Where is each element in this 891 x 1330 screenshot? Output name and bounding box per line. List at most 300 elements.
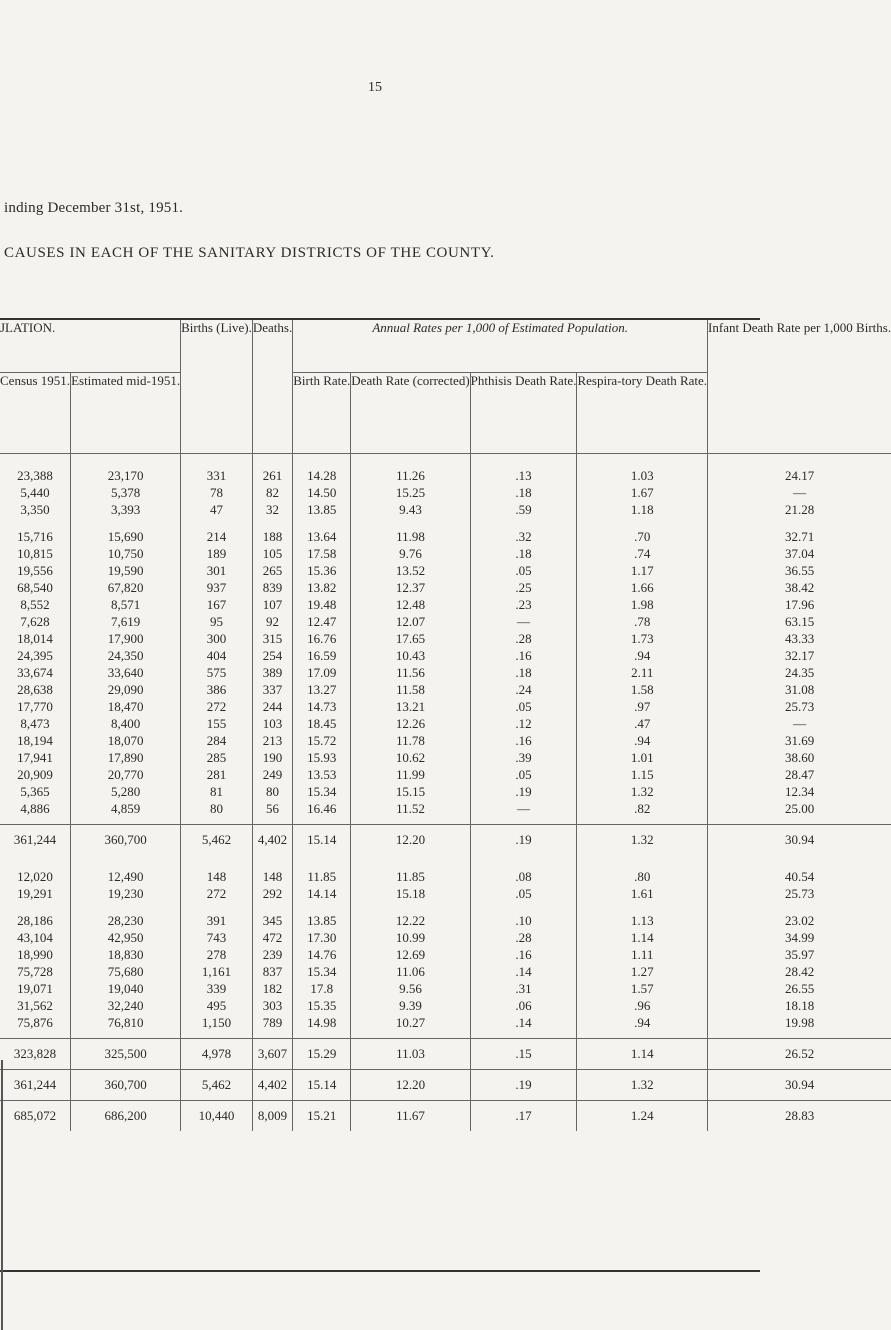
estimated-header: Estimated mid-1951. xyxy=(71,373,181,454)
table-cell: 75,876 xyxy=(17,1015,53,1030)
table-cell: 1.03 xyxy=(577,468,708,485)
table-cell: .24 xyxy=(470,682,577,699)
table-cell: 301 xyxy=(181,563,253,580)
total-row xyxy=(0,825,891,856)
table-cell: .39 xyxy=(470,750,577,767)
table-cell: 9.39 xyxy=(351,998,470,1015)
total-cell: 30.94 xyxy=(708,825,891,856)
table-row xyxy=(0,750,891,767)
table-row xyxy=(0,682,891,699)
table-cell: 18.45 xyxy=(293,716,351,733)
total-cell: 360,700 xyxy=(71,825,181,856)
spacer-cell xyxy=(252,855,292,869)
table-cell: .14 xyxy=(470,964,577,981)
table-cell: 5,440 xyxy=(20,485,50,500)
table-cell: 4,859 xyxy=(71,801,181,818)
table-cell: 182 xyxy=(252,981,292,998)
total-cell: 5,462 xyxy=(181,1070,253,1101)
table-cell: .28 xyxy=(470,631,577,648)
table-cell: 63.15 xyxy=(708,614,891,631)
table-cell: 249 xyxy=(252,767,292,784)
table-cell: 495 xyxy=(181,998,253,1015)
table-cell: 11.99 xyxy=(351,767,470,784)
table-cell: 105 xyxy=(252,546,292,563)
table-cell: 9.76 xyxy=(351,546,470,563)
table-cell: 575 xyxy=(181,665,253,682)
table-cell: 16.76 xyxy=(293,631,351,648)
table-cell: .08 xyxy=(470,869,577,886)
table-cell: 17.30 xyxy=(293,930,351,947)
table-cell: 17.96 xyxy=(708,597,891,614)
table-cell: 148 xyxy=(181,869,253,886)
table-cell: .18 xyxy=(470,485,577,502)
table-cell: 244 xyxy=(252,699,292,716)
spacer-cell xyxy=(351,855,470,869)
table-cell: 38.60 xyxy=(708,750,891,767)
table-row xyxy=(0,801,891,818)
table-cell: 19,556 xyxy=(17,563,53,578)
table-cell: 337 xyxy=(252,682,292,699)
table-cell: 4,886 xyxy=(20,801,50,816)
table-cell: 18,194 xyxy=(17,733,53,748)
table-cell: 10,815 xyxy=(17,546,53,561)
table-row xyxy=(0,614,891,631)
table-cell: 345 xyxy=(252,903,292,930)
table-cell: .94 xyxy=(577,648,708,665)
table-cell: 26.55 xyxy=(708,981,891,998)
table-cell: .94 xyxy=(577,1015,708,1032)
table-cell: 17,900 xyxy=(71,631,181,648)
table-row xyxy=(0,716,891,733)
table-cell: 18,990 xyxy=(17,947,53,962)
table-cell: 292 xyxy=(252,886,292,903)
table-row xyxy=(0,767,891,784)
table-cell: .94 xyxy=(577,733,708,750)
table-cell: 11.26 xyxy=(351,468,470,485)
table-cell: 19.98 xyxy=(708,1015,891,1032)
total-cell: 5,462 xyxy=(181,825,253,856)
table-cell: 68,540 xyxy=(17,580,53,595)
table-cell: 15.34 xyxy=(293,784,351,801)
table-cell: 17.58 xyxy=(293,546,351,563)
table-cell: .06 xyxy=(470,998,577,1015)
table-cell: 1.14 xyxy=(577,930,708,947)
table-cell: .14 xyxy=(470,1015,577,1032)
table-cell: .28 xyxy=(470,930,577,947)
table-cell: .05 xyxy=(470,886,577,903)
table-cell: 11.85 xyxy=(351,869,470,886)
table-cell: 10.27 xyxy=(351,1015,470,1032)
total-cell: 8,009 xyxy=(252,1101,292,1132)
table-cell: 17.09 xyxy=(293,665,351,682)
table-cell: 789 xyxy=(252,1015,292,1032)
total-cell: 12.20 xyxy=(351,1070,470,1101)
total-cell: 15.14 xyxy=(293,825,351,856)
table-cell: 743 xyxy=(181,930,253,947)
table-cell: 254 xyxy=(252,648,292,665)
table-cell: 14.98 xyxy=(293,1015,351,1032)
page-edge xyxy=(1,1060,3,1330)
table-row xyxy=(0,519,891,546)
table-row xyxy=(0,485,891,502)
page-number: 15 xyxy=(368,80,382,95)
table-cell: 214 xyxy=(181,519,253,546)
table-cell: 16.46 xyxy=(293,801,351,818)
table-cell: 24.35 xyxy=(708,665,891,682)
table-cell: 2.11 xyxy=(577,665,708,682)
table-cell: 38.42 xyxy=(708,580,891,597)
table-cell: .05 xyxy=(470,563,577,580)
table-cell: .16 xyxy=(470,648,577,665)
spacer-cell xyxy=(71,454,181,469)
table-cell: 103 xyxy=(252,716,292,733)
table-cell: .16 xyxy=(470,947,577,964)
table-cell: 239 xyxy=(252,947,292,964)
total-cell: 1.32 xyxy=(577,1070,708,1101)
table-cell: 1,161 xyxy=(181,964,253,981)
table-cell: 28,638 xyxy=(17,682,53,697)
table-cell: 1.61 xyxy=(577,886,708,903)
table-cell: 24,395 xyxy=(17,648,53,663)
total-cell: 15.29 xyxy=(293,1039,351,1070)
total-cell: 12.20 xyxy=(351,825,470,856)
spacer-cell xyxy=(0,454,71,469)
table-cell: 8,571 xyxy=(71,597,181,614)
table-cell: 11.58 xyxy=(351,682,470,699)
table-cell: 18,014 xyxy=(17,631,53,646)
table-cell: 23,388 xyxy=(17,468,53,483)
table-cell: 12,490 xyxy=(71,869,181,886)
table-cell: 839 xyxy=(252,580,292,597)
table-cell: 80 xyxy=(181,801,253,818)
total-row xyxy=(0,1039,891,1070)
bottom-rule xyxy=(0,1270,760,1272)
table-row xyxy=(0,580,891,597)
table-cell: 19,040 xyxy=(71,981,181,998)
table-cell: 11.85 xyxy=(293,869,351,886)
table-cell: 25.73 xyxy=(708,886,891,903)
rates-group-header: Annual Rates per 1,000 of Estimated Population. xyxy=(293,320,708,373)
table-row xyxy=(0,869,891,886)
table-cell: 9.56 xyxy=(351,981,470,998)
spacer-cell xyxy=(71,855,181,869)
table-cell: 167 xyxy=(181,597,253,614)
table-cell: 1.01 xyxy=(577,750,708,767)
table-cell: 19,230 xyxy=(71,886,181,903)
table-cell: 7,619 xyxy=(71,614,181,631)
spacer-cell xyxy=(0,855,71,869)
table-cell: .23 xyxy=(470,597,577,614)
spacer-cell xyxy=(470,855,577,869)
table-cell: 24,350 xyxy=(71,648,181,665)
table-cell: 33,640 xyxy=(71,665,181,682)
table-cell: 35.97 xyxy=(708,947,891,964)
total-cell: 685,072 xyxy=(0,1101,71,1132)
table-cell: 16.59 xyxy=(293,648,351,665)
table-cell: 23.02 xyxy=(708,903,891,930)
table-cell: 12.47 xyxy=(293,614,351,631)
table-cell: 155 xyxy=(181,716,253,733)
total-cell: 15.14 xyxy=(293,1070,351,1101)
table-cell: — xyxy=(708,485,891,502)
table-cell: 81 xyxy=(181,784,253,801)
table-cell: 15.36 xyxy=(293,563,351,580)
table-cell: .80 xyxy=(577,869,708,886)
table-cell: 10.99 xyxy=(351,930,470,947)
table-cell: 20,770 xyxy=(71,767,181,784)
table-cell: 82 xyxy=(252,485,292,502)
table-cell: 33,674 xyxy=(17,665,53,680)
total-cell: 4,402 xyxy=(252,825,292,856)
table-cell: 10,750 xyxy=(71,546,181,563)
table-cell: 391 xyxy=(181,903,253,930)
table-cell: 5,280 xyxy=(71,784,181,801)
total-cell: 15.21 xyxy=(293,1101,351,1132)
table-cell: 3,393 xyxy=(71,502,181,519)
table-cell: 95 xyxy=(181,614,253,631)
table-cell: 1.18 xyxy=(577,502,708,519)
table-cell: 25.00 xyxy=(708,801,891,818)
table-cell: 12.07 xyxy=(351,614,470,631)
table-cell: 18.18 xyxy=(708,998,891,1015)
table-cell: 281 xyxy=(181,767,253,784)
table-cell: 11.06 xyxy=(351,964,470,981)
table-cell: .13 xyxy=(470,468,577,485)
table-cell: 315 xyxy=(252,631,292,648)
table-cell: 13.27 xyxy=(293,682,351,699)
table-cell: 148 xyxy=(252,869,292,886)
table-cell: 80 xyxy=(252,784,292,801)
total-cell: 1.14 xyxy=(577,1039,708,1070)
table-row xyxy=(0,597,891,614)
table-cell: 17,770 xyxy=(17,699,53,714)
table-cell: 28,230 xyxy=(71,903,181,930)
table-cell: 1.57 xyxy=(577,981,708,998)
table-cell: 32 xyxy=(252,502,292,519)
table-cell: 17.65 xyxy=(351,631,470,648)
table-cell: 13.85 xyxy=(293,903,351,930)
table-cell: 937 xyxy=(181,580,253,597)
table-cell: 78 xyxy=(181,485,253,502)
table-cell: 28.42 xyxy=(708,964,891,981)
death-rate-header: Death Rate (corrected) xyxy=(351,373,470,454)
table-cell: 386 xyxy=(181,682,253,699)
table-cell: .47 xyxy=(577,716,708,733)
table-cell: 300 xyxy=(181,631,253,648)
table-cell: 31.69 xyxy=(708,733,891,750)
table-cell: 14.73 xyxy=(293,699,351,716)
table-row xyxy=(0,699,891,716)
table-cell: 404 xyxy=(181,648,253,665)
table-cell: 1.27 xyxy=(577,964,708,981)
table-cell: 15.35 xyxy=(293,998,351,1015)
total-cell: 11.03 xyxy=(351,1039,470,1070)
table-cell: 15.93 xyxy=(293,750,351,767)
table-cell: 43,104 xyxy=(17,930,53,945)
table-cell: .16 xyxy=(470,733,577,750)
infant-rate-header: Infant Death Rate per 1,000 Births. xyxy=(708,320,891,454)
total-cell: 26.52 xyxy=(708,1039,891,1070)
table-cell: 15,716 xyxy=(17,529,53,544)
table-cell: 12.69 xyxy=(351,947,470,964)
table-cell: 13.82 xyxy=(293,580,351,597)
table-cell: 1.67 xyxy=(577,485,708,502)
table-cell: .78 xyxy=(577,614,708,631)
table-cell: 12,020 xyxy=(17,869,53,884)
table-cell: .19 xyxy=(470,784,577,801)
table-cell: .96 xyxy=(577,998,708,1015)
heading-period: inding December 31st, 1951. xyxy=(4,200,184,216)
table-cell: 5,365 xyxy=(20,784,50,799)
table-cell: 1.15 xyxy=(577,767,708,784)
table-cell: 75,728 xyxy=(17,964,53,979)
total-row xyxy=(0,1101,891,1132)
total-cell: 10,440 xyxy=(181,1101,253,1132)
table-row xyxy=(0,468,891,485)
table-cell: 285 xyxy=(181,750,253,767)
table-cell: 3,350 xyxy=(20,502,50,517)
table-cell: 11.98 xyxy=(351,519,470,546)
table-cell: 10.62 xyxy=(351,750,470,767)
table-cell: 5,378 xyxy=(71,485,181,502)
births-header: Births (Live). xyxy=(181,320,253,454)
table-cell: .18 xyxy=(470,546,577,563)
table-cell: 1.66 xyxy=(577,580,708,597)
spacer-cell xyxy=(577,855,708,869)
population-group-header: JLATION. xyxy=(0,320,181,373)
table-cell: — xyxy=(470,614,577,631)
table-cell: 28.47 xyxy=(708,767,891,784)
table-cell: 34.99 xyxy=(708,930,891,947)
table-cell: .82 xyxy=(577,801,708,818)
total-cell: 30.94 xyxy=(708,1070,891,1101)
table-row xyxy=(0,998,891,1015)
table-cell: 21.28 xyxy=(708,502,891,519)
table-cell: 14.28 xyxy=(293,468,351,485)
spacer-cell xyxy=(470,454,577,469)
table-cell: 1.58 xyxy=(577,682,708,699)
table-cell: 8,552 xyxy=(20,597,50,612)
table-row xyxy=(0,981,891,998)
table-cell: 13.52 xyxy=(351,563,470,580)
spacer-cell xyxy=(181,454,253,469)
table-cell: 40.54 xyxy=(708,869,891,886)
table-cell: 56 xyxy=(252,801,292,818)
table-cell: 8,400 xyxy=(71,716,181,733)
table-row xyxy=(0,733,891,750)
table-row xyxy=(0,546,891,563)
table-cell: 15.15 xyxy=(351,784,470,801)
table-cell: 188 xyxy=(252,519,292,546)
total-cell: 323,828 xyxy=(0,1039,71,1070)
table-cell: 189 xyxy=(181,546,253,563)
table-cell: 32.71 xyxy=(708,519,891,546)
total-cell: 686,200 xyxy=(71,1101,181,1132)
table-cell: 15.25 xyxy=(351,485,470,502)
total-cell: .19 xyxy=(470,825,577,856)
table-row xyxy=(0,903,891,930)
total-cell: 4,402 xyxy=(252,1070,292,1101)
table-cell: .74 xyxy=(577,546,708,563)
table-cell: 1.11 xyxy=(577,947,708,964)
table-cell: 92 xyxy=(252,614,292,631)
table-row xyxy=(0,964,891,981)
table-cell: 1.73 xyxy=(577,631,708,648)
table-cell: 31,562 xyxy=(17,998,53,1013)
table-cell: 25.73 xyxy=(708,699,891,716)
table-cell: 20,909 xyxy=(17,767,53,782)
table-cell: 76,810 xyxy=(71,1015,181,1032)
table-cell: 272 xyxy=(181,886,253,903)
table-cell: 18,470 xyxy=(71,699,181,716)
table-cell: 331 xyxy=(181,468,253,485)
table-cell: 12.34 xyxy=(708,784,891,801)
spacer-cell xyxy=(181,855,253,869)
table-cell: .18 xyxy=(470,665,577,682)
total-row xyxy=(0,1070,891,1101)
table-cell: 15,690 xyxy=(71,519,181,546)
table-cell: 1.32 xyxy=(577,784,708,801)
total-cell: 4,978 xyxy=(181,1039,253,1070)
spacer-row xyxy=(0,855,891,869)
spacer-row xyxy=(0,454,891,469)
table-cell: .05 xyxy=(470,699,577,716)
table-cell: 190 xyxy=(252,750,292,767)
table-cell: 24.17 xyxy=(708,468,891,485)
spacer-cell xyxy=(252,454,292,469)
table-row xyxy=(0,930,891,947)
table-cell: .25 xyxy=(470,580,577,597)
table-cell: 8,473 xyxy=(20,716,50,731)
table-row xyxy=(0,665,891,682)
table-cell: — xyxy=(708,716,891,733)
table-cell: 32.17 xyxy=(708,648,891,665)
table-cell: 7,628 xyxy=(20,614,50,629)
table-cell: 18,830 xyxy=(71,947,181,964)
table-cell: 14.14 xyxy=(293,886,351,903)
table-row xyxy=(0,631,891,648)
table-cell: .59 xyxy=(470,502,577,519)
spacer-cell xyxy=(351,454,470,469)
table-cell: 15.18 xyxy=(351,886,470,903)
spacer-cell xyxy=(293,454,351,469)
table-cell: 12.22 xyxy=(351,903,470,930)
table-cell: 42,950 xyxy=(71,930,181,947)
table-cell: 303 xyxy=(252,998,292,1015)
table-cell: 11.56 xyxy=(351,665,470,682)
table-cell: 19,590 xyxy=(71,563,181,580)
table-cell: 9.43 xyxy=(351,502,470,519)
table-cell: 261 xyxy=(252,468,292,485)
rates-table xyxy=(0,320,891,1131)
table-cell: 18,070 xyxy=(71,733,181,750)
spacer-cell xyxy=(577,454,708,469)
total-cell: 3,607 xyxy=(252,1039,292,1070)
table-cell: 17,890 xyxy=(71,750,181,767)
table-cell: 75,680 xyxy=(71,964,181,981)
table-cell: 17.8 xyxy=(293,981,351,998)
total-cell: 28.83 xyxy=(708,1101,891,1132)
table-cell: 15.72 xyxy=(293,733,351,750)
phthisis-rate-header: Phthisis Death Rate. xyxy=(470,373,577,454)
total-cell: 325,500 xyxy=(71,1039,181,1070)
table-cell: 12.37 xyxy=(351,580,470,597)
table-cell: 13.53 xyxy=(293,767,351,784)
table-cell: .32 xyxy=(470,519,577,546)
table-cell: 36.55 xyxy=(708,563,891,580)
table-cell: 213 xyxy=(252,733,292,750)
deaths-header: Deaths. xyxy=(252,320,292,454)
